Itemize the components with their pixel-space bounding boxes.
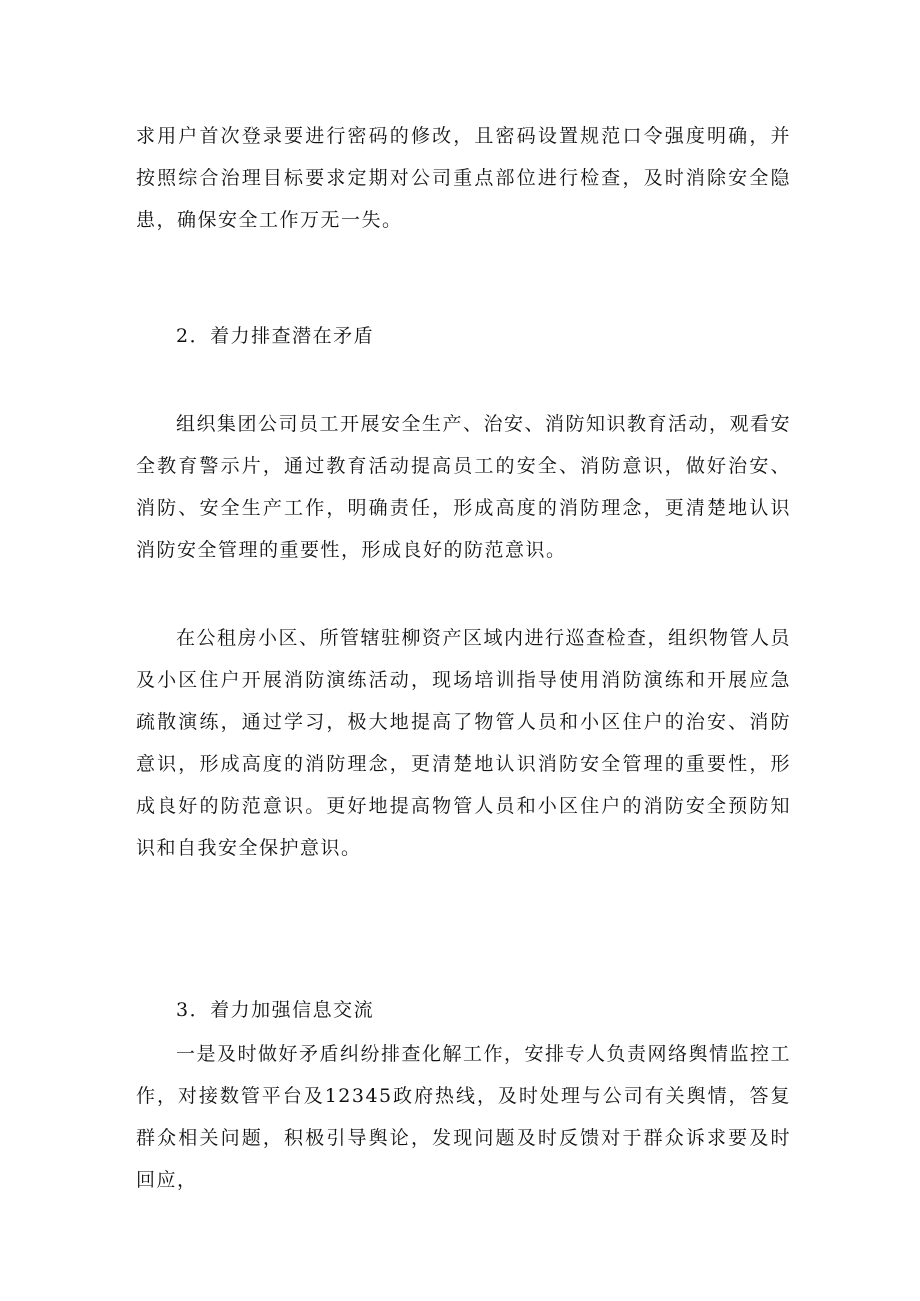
paragraph-inspection: 在公租房小区、所管辖驻柳资产区域内进行巡查检查，组织物管人员及小区住户开展消防演练活动，现场培训指导使用消防演练和开展应急疏散演练，通过学习，极大地提高了物管人员和小区住户的治安、消防意识，形成高度的消防理念，更清楚地认识消防安全管理的重要性，形成良好的防范意识。更好地提高物管人员和小区住户的消防安全预防知识和自我安全保护意识。 (136, 627, 792, 859)
paragraph-education: 组织集团公司员工开展安全生产、治安、消防知识教育活动，观看安全教育警示片，通过教育活动提高员工的安全、消防意识，做好治安、消防、安全生产工作，明确责任，形成高度的消防理念，更清楚地认识消防安全管理的重要性，形成良好的防范意识。 (136, 413, 792, 561)
paragraph-continued: 求用户首次登录要进行密码的修改，且密码设置规范口令强度明确，并按照综合治理目标要求定期对公司重点部位进行检查，及时消除安全隐患，确保安全工作万无一失。 (136, 125, 791, 231)
section-heading-3: 3．着力加强信息交流 (176, 999, 375, 1021)
paragraph-information: 一是及时做好矛盾纠纷排查化解工作，安排专人负责网络舆情监控工作，对接数管平台及12345政府热线，及时处理与公司有关舆情，答复群众相关问题，积极引导舆论，发现问题及时反馈对于群众诉求要及时回应， (136, 1043, 792, 1191)
section-heading-2: 2．着力排查潜在矛盾 (176, 325, 375, 347)
